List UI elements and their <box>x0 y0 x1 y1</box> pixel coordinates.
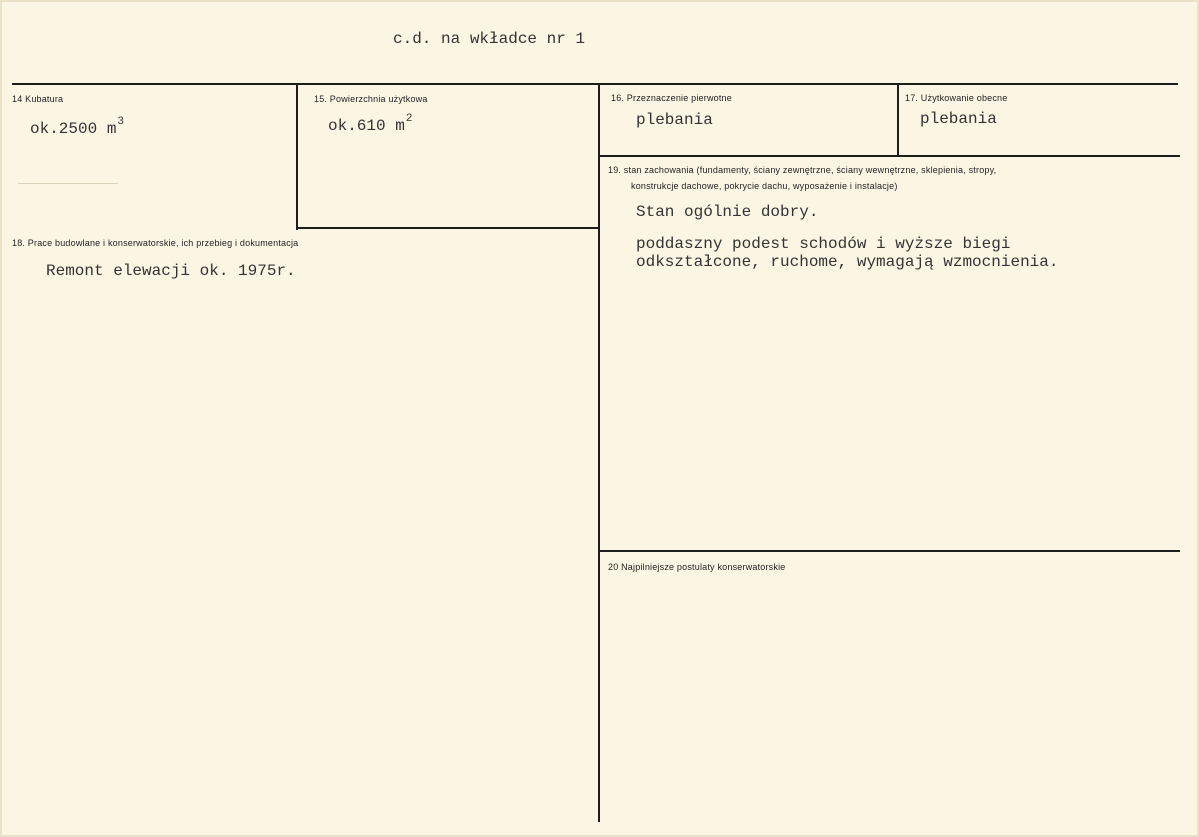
field-15-label: 15. Powierzchnia użytkowa <box>314 94 428 104</box>
field-18-value: Remont elewacji ok. 1975r. <box>46 262 296 280</box>
field-16-label: 16. Przeznaczenie pierwotne <box>611 93 732 103</box>
field-19-label-line2: konstrukcje dachowe, pokrycie dachu, wyposażenie i instalacje) <box>631 181 898 191</box>
faint-guide <box>18 183 118 184</box>
field-18-label: 18. Prace budowlane i konserwatorskie, ich przebieg i dokumentacja <box>12 238 299 248</box>
field-20-label: 20 Najpilniejsze postulaty konserwatorskie <box>608 562 786 572</box>
field-19-value-line1: Stan ogólnie dobry. <box>636 203 819 221</box>
field-14-number: ok.2500 m <box>30 120 117 138</box>
field-17-label: 17. Użytkowanie obecne <box>905 93 1008 103</box>
field-15-unit-exponent: 2 <box>405 113 413 125</box>
continuation-note: c.d. na wkładce nr 1 <box>393 30 586 48</box>
field-19-value-line2: poddaszny podest schodów i wyższe biegi <box>636 235 1011 253</box>
field-17-value: plebania <box>920 110 997 128</box>
rule-above-20 <box>600 550 1180 552</box>
divider-14-15 <box>296 84 298 230</box>
top-rule <box>12 83 1178 85</box>
field-16-value: plebania <box>636 111 713 129</box>
divider-16-17 <box>897 84 899 156</box>
field-15-value <box>328 113 412 135</box>
rule-under-16-17 <box>600 155 1180 157</box>
field-19-value-line3: odkształcone, ruchome, wymagają wzmocnienia. <box>636 253 1059 271</box>
field-14-unit-exponent: 3 <box>117 116 125 128</box>
field-15-number: ok.610 m <box>328 117 405 135</box>
field-19-label-line1: 19. stan zachowania (fundamenty, ściany zewnętrzne, ściany wewnętrzne, sklepienia, stropy, <box>608 165 997 175</box>
rule-under-15 <box>298 227 598 229</box>
field-14-value <box>30 116 124 138</box>
main-divider <box>598 84 600 822</box>
field-14-label: 14 Kubatura <box>12 94 64 104</box>
